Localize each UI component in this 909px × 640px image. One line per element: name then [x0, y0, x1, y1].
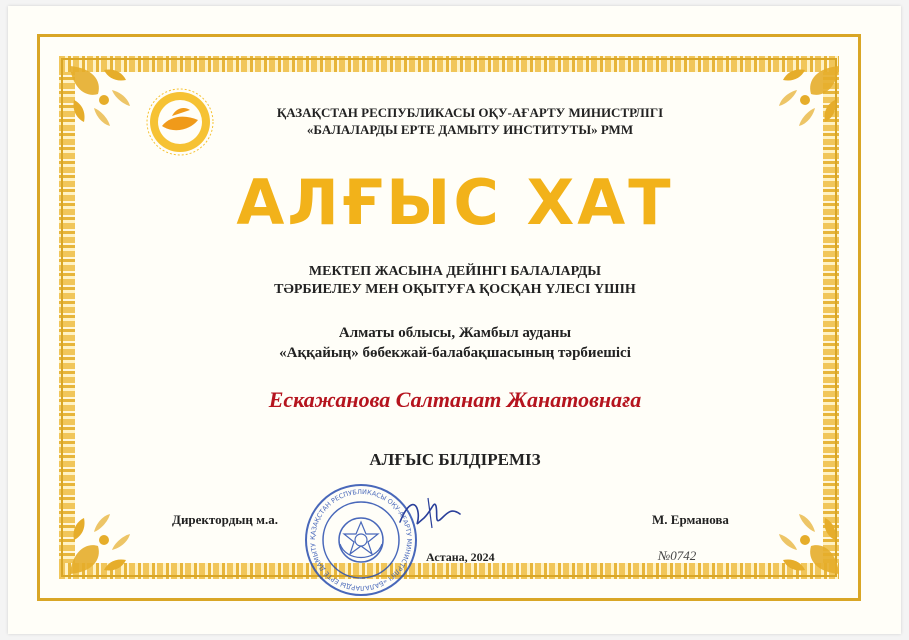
organization-name: «Аққайың» бөбекжай-балабақшасының тәрбиешісі [279, 345, 631, 361]
seal-ring-text: ҚАЗАҚСТАН РЕСПУБЛИКАСЫ ОҚУ-АҒАРТУ МИНИСТРЛІГІ «БАЛАЛАРДЫ ЕРТЕ ДАМЫТУ [308, 487, 414, 593]
ornament-corner-icon [775, 510, 845, 580]
award-reason [180, 263, 730, 299]
certificate-number: №0742 [658, 548, 697, 563]
award-reason-line1: МЕКТЕП ЖАСЫНА ДЕЙІНГІ БАЛАЛАРДЫ [308, 264, 602, 279]
recipient-organization [180, 323, 730, 363]
thanks-statement: АЛҒЫС БІЛДІРЕМІЗ [369, 450, 541, 469]
signature-icon [394, 492, 466, 534]
director-name: М. Ерманова [652, 512, 729, 527]
issuer-ministry: ҚАЗАҚСТАН РЕСПУБЛИКАСЫ ОҚУ-АҒАРТУ МИНИСТРЛІГІ [276, 105, 664, 120]
ornament-corner-icon [775, 60, 845, 130]
certificate-title: АЛҒЫС ХАТ [236, 166, 674, 239]
issuer-institute: «БАЛАЛАРДЫ ЕРТЕ ДАМЫТУ ИНСТИТУТЫ» РММ [306, 122, 634, 137]
ornament-corner-icon [64, 60, 134, 130]
ornament-corner-icon [64, 510, 134, 580]
place-and-date: Астана, 2024 [426, 550, 495, 564]
organization-region: Алматы облысы, Жамбыл ауданы [338, 325, 572, 341]
award-reason-line2: ТӘРБИЕЛЕУ МЕН ОҚЫТУҒА ҚОСҚАН ҮЛЕСІ ҮШІН [274, 282, 636, 297]
recipient-name: Ескажанова Салтанат Жанатовнаға [268, 387, 642, 412]
issuer-header [230, 104, 710, 138]
institute-logo-icon [144, 86, 216, 158]
director-role: Директордың м.а. [172, 512, 279, 527]
